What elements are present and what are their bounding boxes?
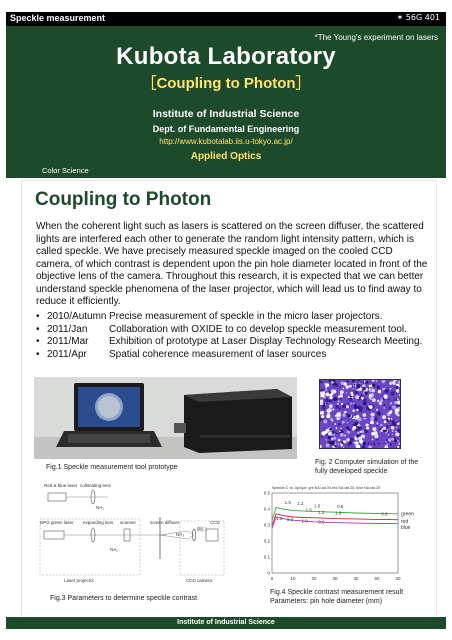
event-date: 2011/Apr: [47, 348, 87, 360]
speckle-dot: [340, 397, 342, 399]
speckle-dot: [325, 383, 329, 387]
speckle-dot: [338, 401, 340, 403]
speckle-dot: [392, 430, 394, 432]
footer-bar: Institute of Industrial Science: [6, 617, 446, 629]
speckle-dot: [370, 397, 373, 400]
speckle-dot: [331, 381, 334, 384]
speckle-dot: [338, 423, 340, 425]
event-item: [36, 311, 428, 324]
plot-frame: [272, 493, 398, 573]
event-item: [36, 336, 428, 349]
speckle-dot: [388, 399, 390, 401]
speckle-dot: [340, 386, 341, 387]
speckle-dot: [354, 390, 358, 394]
speckle-dot: [343, 447, 344, 448]
lab-subtitle: ［Coupling to Photon］: [141, 75, 311, 92]
speckle-dot: [363, 442, 367, 446]
department-name: Dept. of Fundamental Engineering: [152, 124, 300, 134]
data-label: 1.5: [276, 516, 283, 522]
speckle-dot: [340, 443, 342, 445]
speckle-dot: [369, 405, 373, 409]
label-na3: NA₃: [176, 532, 185, 537]
data-label: 0.8: [381, 511, 388, 517]
speckle-dot: [342, 404, 346, 408]
speckle-dot: [335, 432, 337, 434]
speckle-dot: [334, 437, 337, 440]
speckle-dot: [352, 387, 354, 389]
speckle-dot: [353, 403, 355, 405]
speckle-dot: [380, 424, 383, 427]
speckle-dot: [385, 441, 387, 443]
contrast-chart: [252, 483, 432, 587]
label-na2: NA₂: [110, 547, 118, 552]
speckle-dot: [392, 434, 393, 435]
speckle-dot: [356, 409, 358, 411]
speckle-dot: [348, 429, 351, 432]
fig4-caption-line2: Parameters: pin hole diameter (mm): [270, 597, 383, 605]
lab-url-link[interactable]: http://www.kubotalab.iis.u-tokyo.ac.jp/: [159, 137, 293, 146]
speckle-dot: [341, 419, 343, 421]
speckle-dot: [376, 423, 378, 425]
fig4-caption-line1: Fig.4 Speckle contrast measurement result: [270, 589, 404, 596]
speckle-dot: [328, 409, 331, 412]
prototype-illustration: [34, 377, 297, 459]
speckle-dot: [362, 446, 365, 448]
speckle-dot: [363, 413, 367, 417]
speckle-dot: [363, 387, 366, 390]
speckle-dot: [355, 422, 359, 426]
speckle-dot: [322, 406, 325, 409]
speckle-dot: [348, 444, 350, 446]
speckle-dot: [361, 397, 364, 400]
speckle-dot: [336, 412, 340, 416]
speckle-dot: [376, 425, 377, 426]
speckle-dot: [347, 403, 348, 404]
speckle-dot: [356, 395, 358, 397]
speckle-dot: [379, 402, 382, 405]
speckle-dot: [389, 411, 392, 414]
event-list: [36, 311, 428, 361]
speckle-dot: [339, 407, 341, 409]
speckle-dot: [337, 403, 339, 405]
institute-name: Institute of Industrial Science: [152, 108, 300, 120]
field-label: Applied Optics: [190, 151, 262, 162]
speckle-dot: [377, 411, 381, 415]
speckle-dot: [358, 399, 359, 400]
speckle-dot: [366, 381, 369, 384]
speckle-dot: [354, 442, 356, 444]
speckle-dot: [391, 426, 395, 430]
x-tick-label: 30: [332, 576, 338, 581]
speckle-dot: [347, 422, 348, 423]
speckle-dot: [324, 428, 326, 430]
speckle-dot: [338, 433, 340, 435]
speckle-dot: [377, 400, 379, 402]
label-aperture: 開口: [197, 527, 208, 533]
speckle-dot: [397, 446, 399, 448]
speckle-dot: [336, 427, 338, 429]
speckle-dot: [380, 399, 383, 402]
speckle-dot: [336, 405, 339, 408]
speckle-dot: [368, 424, 370, 426]
projector-box: [40, 519, 140, 575]
speckle-dot: [372, 413, 375, 416]
data-label: 1.0: [301, 518, 308, 524]
label-camera: CCD camera: [186, 578, 213, 583]
speckle-dot: [352, 380, 355, 382]
speckle-dot: [384, 404, 386, 406]
speckle-dot: [369, 389, 370, 390]
speckle-dot: [339, 431, 341, 433]
speckle-dot: [332, 409, 334, 411]
speckle-dot: [369, 386, 370, 387]
speckle-dot: [345, 441, 347, 443]
speckle-dot: [350, 392, 353, 395]
y-tick-label: 0.1: [263, 554, 270, 560]
speckle-dot: [326, 414, 330, 418]
speckle-dot: [338, 439, 341, 442]
speckle-dot: [340, 428, 341, 429]
speckle-dot: [371, 443, 372, 444]
speckle-dot: [342, 413, 346, 417]
lab-title: Kubota Laboratory: [116, 43, 336, 70]
speckle-dot: [363, 381, 365, 383]
speckle-dot: [338, 396, 340, 398]
speckle-dot: [372, 398, 376, 402]
speckle-dot: [386, 444, 388, 446]
speckle-dot: [348, 414, 351, 417]
speckle-dot: [394, 439, 397, 442]
speckle-dot: [354, 384, 356, 386]
legend-blue: blue: [401, 525, 411, 532]
speckle-dot: [350, 403, 352, 405]
data-label: 1.2: [286, 517, 293, 522]
event-date: 2011/Mar: [47, 336, 89, 347]
speckle-dot: [347, 380, 349, 382]
label-collimating: collimating lens: [80, 483, 111, 488]
speckle-dot: [320, 392, 323, 395]
speckle-dot: [365, 418, 366, 419]
speckle-dot: [383, 427, 386, 430]
speckle-simulation: [313, 377, 405, 455]
speckle-plot: [319, 379, 401, 449]
speckle-dot: [358, 417, 362, 421]
speckle-dot: [398, 442, 400, 445]
chart-title: Speckle C vs. Ap/Ape, gre NA=ad.0ß,red NA=ad.25, blue NA=ad.25: [272, 486, 381, 490]
speckle-dot: [396, 389, 399, 392]
speckle-dot: [372, 439, 374, 441]
speckle-dot: [332, 420, 334, 422]
speckle-dot: [395, 432, 399, 436]
speckle-dot: [326, 439, 327, 440]
x-tick-label: 20: [311, 576, 317, 581]
speckle-dot: [350, 438, 354, 442]
speckle-dot: [399, 394, 400, 397]
speckle-dot: [392, 423, 396, 427]
speckle-dot: [364, 418, 366, 420]
speckle-dot: [340, 390, 344, 394]
x-tick-label: 60: [395, 576, 401, 581]
speckle-dot: [334, 383, 338, 387]
speckle-dot: [328, 436, 332, 440]
speckle-dot: [325, 390, 327, 392]
speckle-dot: [372, 380, 375, 382]
speckle-dot: [358, 380, 360, 382]
field-tag: Color Science: [42, 166, 89, 175]
speckle-dot: [362, 436, 364, 438]
speckle-dot: [390, 388, 392, 390]
y-tick-label: 0: [267, 570, 270, 576]
speckle-dot: [326, 403, 328, 405]
speckle-dot: [355, 414, 356, 415]
legend-green: green: [401, 511, 414, 518]
topic-label: Speckle measurement: [10, 13, 106, 23]
speckle-dot: [395, 431, 397, 433]
y-tick-label: 0.5: [263, 490, 270, 496]
speckle-pattern: [320, 380, 400, 448]
speckle-dot: [397, 399, 399, 401]
event-text: Precise measurement of speckle in the micro laser projectors.: [109, 311, 383, 322]
speckle-dot: [369, 394, 373, 398]
speckle-dot: [397, 414, 399, 416]
speckle-dot: [346, 405, 349, 408]
speckle-dot: [329, 396, 332, 399]
speckle-dot: [379, 428, 381, 430]
section-title: Coupling to Photon: [35, 189, 212, 210]
speckle-dot: [346, 438, 350, 442]
data-label: 1.5: [305, 507, 312, 513]
speckle-dot: [357, 428, 359, 430]
speckle-dot: [328, 394, 330, 396]
speckle-dot: [356, 384, 360, 388]
event-text: Exhibition of prototype at Laser Display Technology Research Meeting.: [109, 336, 423, 347]
speckle-dot: [325, 398, 329, 402]
speckle-dot: [376, 409, 378, 411]
speckle-dot: [334, 423, 336, 425]
speckle-dot: [393, 382, 396, 385]
speckle-dot: [373, 443, 375, 445]
speckle-dot: [361, 394, 363, 396]
speckle-dot: [371, 432, 375, 436]
section-paragraph: When the coherent light such as lasers is scattered on the screen diffuser, the scattered lights are interfered each other to generate the random light intensity pattern, which is called speckle. We have precisely measured speckle imaged on the cooled CCD camera, of which contrast is dependent upon the pin hole diameter located in front of the objective lens of the camera. Throughout this research, it is expected that we can better understand speckle phenomena of the laser projector, which will lead us to find away to reduce it efficiently.: [36, 221, 428, 307]
prototype-photo: [34, 377, 297, 459]
fig1-caption: Fig.1 Speckle measurement tool prototype: [46, 464, 178, 471]
speckle-dot: [355, 429, 357, 431]
label-projector: Laser projector: [64, 578, 95, 583]
data-label: 1.5: [284, 500, 291, 506]
event-text: Spatial coherence measurement of laser sources: [109, 348, 327, 360]
speckle-dot: [384, 389, 388, 393]
speckle-dot: [390, 443, 392, 445]
fig2-caption-line2: fully developed speckle: [315, 467, 388, 475]
speckle-dot: [397, 429, 400, 433]
x-tick-label: 50: [374, 576, 380, 581]
speckle-dot: [397, 438, 398, 439]
speckle-dot: [344, 434, 347, 437]
speckle-dot: [364, 429, 368, 433]
speckle-dot: [372, 384, 375, 387]
speckle-dot: [397, 422, 400, 425]
speckle-dot: [388, 438, 391, 441]
legend-red: red: [401, 519, 409, 526]
ccd-box: [206, 529, 218, 541]
speckle-dot: [388, 434, 389, 435]
event-text: Collaboration with OXIDE to co develop speckle measurement tool.: [109, 323, 407, 335]
fig4-caption: [270, 589, 403, 606]
speckle-dot: [321, 415, 324, 418]
speckle-dot: [378, 443, 379, 444]
speckle-dot: [349, 397, 353, 401]
speckle-dot: [382, 415, 386, 419]
speckle-dot: [352, 428, 355, 431]
speckle-dot: [363, 398, 367, 402]
speckle-dot: [370, 417, 374, 421]
speckle-dot: [329, 428, 332, 431]
y-tick-label: 0.2: [263, 538, 270, 544]
speckle-dot: [384, 407, 385, 408]
speckle-dot: [377, 385, 378, 386]
poster-code: ✶ 56G 401: [396, 13, 440, 22]
speckle-dot: [320, 381, 322, 384]
speckle-dot: [346, 392, 348, 394]
lab-header: [6, 26, 446, 178]
speckle-dot: [342, 421, 345, 424]
data-label: 1.2: [297, 501, 304, 506]
speckle-dot: [358, 405, 360, 407]
y-tick-label: 0.3: [263, 522, 270, 528]
header-note: *The Young's experiment on lasers: [314, 33, 438, 42]
label-scanner: scanner: [120, 520, 137, 525]
speckle-dot: [364, 391, 367, 394]
speckle-dot: [340, 433, 344, 437]
speckle-dot: [366, 427, 369, 430]
speckle-dot: [370, 421, 374, 425]
speckle-dot: [396, 427, 398, 429]
speckle-dot: [363, 402, 367, 406]
speckle-dot: [321, 435, 323, 437]
speckle-dot: [359, 431, 361, 433]
speckle-dot: [320, 445, 322, 448]
speckle-dot: [320, 411, 324, 415]
x-tick-label: 0: [270, 576, 274, 581]
speckle-dot: [381, 397, 383, 399]
fig2-caption: [315, 459, 418, 476]
speckle-dot: [344, 382, 347, 385]
speckle-dot: [359, 425, 361, 427]
speckle-dot: [328, 432, 332, 436]
speckle-dot: [374, 418, 377, 421]
speckle-dot: [355, 437, 358, 440]
speckle-dot: [323, 420, 327, 424]
speckle-dot: [331, 439, 333, 441]
content-panel: [21, 180, 437, 618]
label-expander: expanding lens: [83, 520, 114, 525]
speckle-dot: [390, 421, 392, 423]
event-item: [36, 349, 428, 362]
laser-source-upper: [48, 493, 66, 501]
speckle-dot: [386, 419, 389, 422]
speckle-dot: [352, 410, 354, 412]
speckle-dot: [333, 397, 337, 401]
fig2-caption-line1: Fig. 2 Computer simulation of the: [315, 459, 419, 466]
setup-diagram-svg: [38, 481, 238, 593]
label-diffuser: screen diffuser: [150, 520, 180, 525]
y-tick-label: 0.4: [263, 506, 270, 512]
speckle-dot: [390, 381, 392, 383]
speckle-dot: [349, 385, 352, 388]
speckle-dot: [324, 431, 327, 434]
speckle-dot: [389, 407, 391, 409]
speckle-dot: [366, 409, 367, 410]
speckle-dot: [395, 411, 399, 415]
speckle-dot: [358, 437, 362, 441]
speckle-dot: [325, 394, 327, 396]
x-tick-label: 10: [290, 576, 296, 581]
speckle-dot: [354, 405, 358, 409]
speckle-dot: [384, 395, 388, 399]
x-tick-label: 40: [353, 576, 359, 581]
speckle-dot: [329, 404, 333, 408]
data-label: 1.2: [318, 509, 325, 515]
event-date: 2010/Autumn: [47, 311, 107, 322]
speckle-dot: [387, 382, 388, 383]
speckle-dot: [368, 446, 372, 449]
data-label: 1.0: [335, 510, 342, 516]
data-label: 1.0: [314, 503, 321, 509]
speckle-dot: [355, 441, 358, 444]
speckle-dot: [396, 386, 399, 389]
speckle-dot: [392, 406, 396, 410]
fig3-caption: Fig.3 Parameters to determine speckle contrast: [50, 595, 198, 602]
label-red-blue: Red & blue laser: [44, 483, 78, 488]
event-date: 2011/Jan: [47, 323, 88, 335]
speckle-dot: [397, 402, 398, 403]
data-label: 0.6: [318, 519, 325, 525]
contrast-chart-svg: [252, 483, 432, 587]
speckle-dot: [348, 396, 350, 398]
speckle-dot: [345, 411, 347, 413]
speckle-dot: [331, 441, 335, 445]
speckle-dot: [391, 438, 394, 441]
speckle-dot: [357, 432, 359, 434]
label-green-laser: DPG green laser: [40, 520, 74, 525]
speckle-dot: [376, 416, 378, 418]
speckle-dot: [346, 385, 349, 388]
speckle-dot: [385, 432, 386, 433]
speckle-dot: [357, 434, 360, 437]
speckle-dot: [391, 391, 395, 395]
speckle-dot: [376, 380, 378, 382]
speckle-dot: [367, 443, 369, 445]
data-label: 0.8: [337, 504, 344, 510]
label-na1: NA₁: [96, 505, 104, 510]
speckle-dot: [331, 390, 335, 394]
event-item: [36, 324, 428, 337]
laser-source-lower: [44, 531, 64, 539]
speckle-dot: [355, 417, 356, 418]
speckle-dot: [343, 388, 345, 390]
label-ccd: CCD: [210, 520, 220, 525]
speckle-dot: [326, 443, 330, 447]
top-bar: [6, 12, 446, 26]
setup-diagram: [38, 481, 238, 593]
speckle-dot: [378, 390, 381, 393]
speckle-dot: [372, 427, 376, 431]
speckle-dot: [391, 418, 392, 419]
speckle-dot: [390, 402, 392, 404]
